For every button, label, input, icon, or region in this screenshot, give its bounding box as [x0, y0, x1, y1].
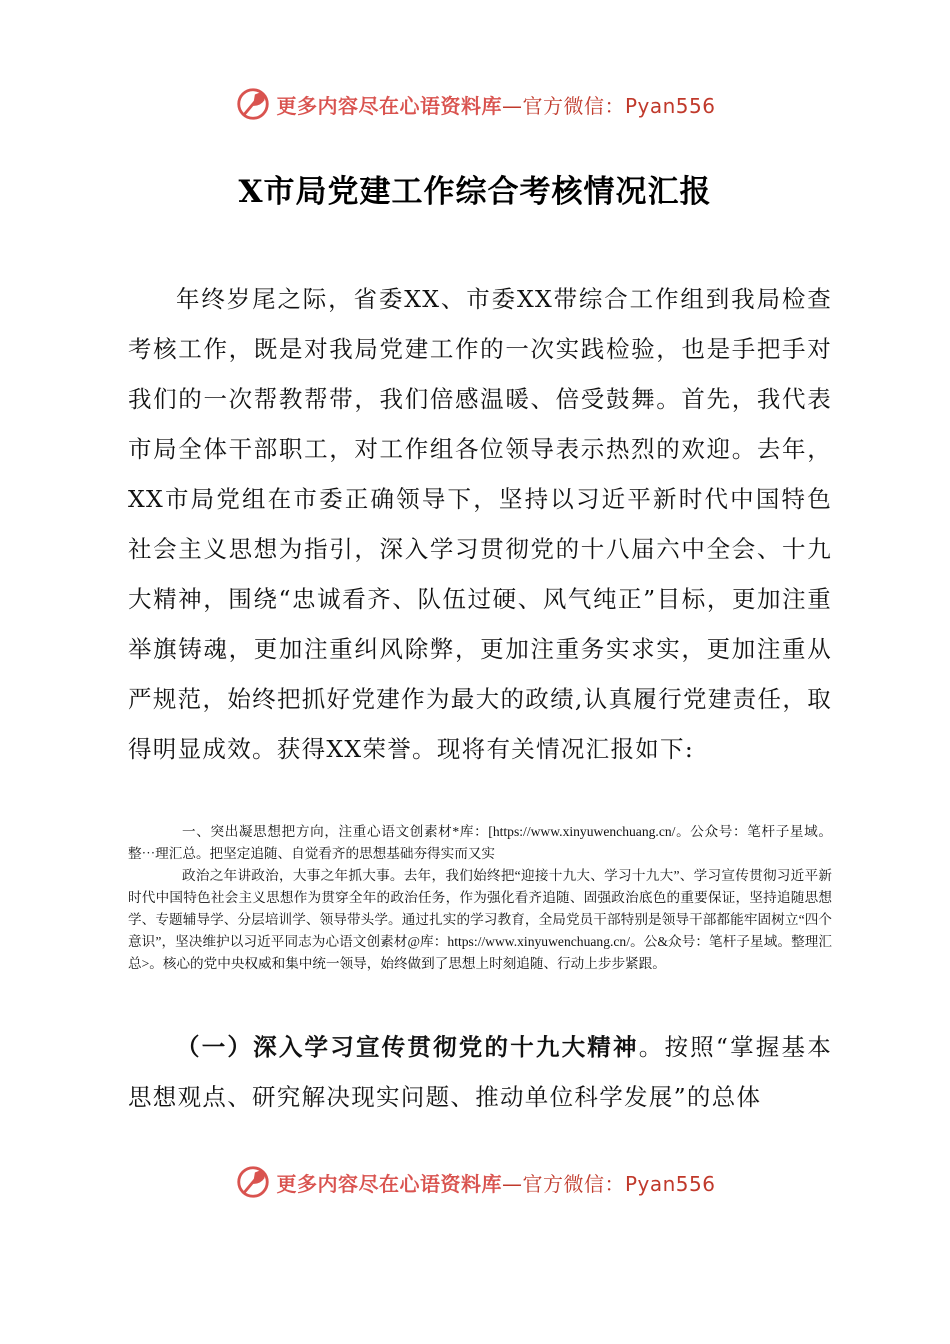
document-title: X市局党建工作综合考核情况汇报: [238, 174, 712, 210]
section-heading: （一）深入学习宣传贯彻党的十九大精神: [176, 1033, 639, 1061]
banner-main-text: 更多内容尽在心语资料库: [276, 93, 502, 118]
banner-wechat-text: —官方微信：Pyan556: [501, 93, 716, 118]
banner-text: [276, 90, 715, 119]
banner-main-text: 更多内容尽在心语资料库: [276, 1171, 502, 1196]
section-one-paragraph: [128, 1022, 832, 1122]
small-paragraph-2: 政治之年讲政治，大事之年抓大事。去年，我们始终把“迎接十九大、学习十九大”、学习宣传贯彻习近平新时代中国特色社会主义思想作为贯穿全年的政治任务，作为强化看齐追随、固强政治底色的重要保证，坚持追随思想学、专题辅导学、分层培训学、领导带头学。通过扎实的学习教育，全局党员干部特别是领导干部都能牢固树立“四个意识”，坚决维护以习近平同志为心语文创素材@库：https://www.xinyuwenchuang.cn/。公&众号：笔杆子星域。整理汇总>。核心的党中央权威和集中统一领导，始终做到了思想上时刻追随、行动上步步紧跟。: [128, 868, 832, 971]
header-banner: [0, 84, 950, 124]
section-text: 。按照“掌握基本思想观点、研究解决现实问题、推动单位科学发展”的总体: [128, 1033, 832, 1111]
quill-logo-icon: [234, 85, 272, 123]
intro-paragraph: 年终岁尾之际，省委XX、市委XX带综合工作组到我局检查考核工作，既是对我局党建工作的一次实践检验，也是手把手对我们的一次帮教帮带，我们倍感温暖、倍受鼓舞。首先，我代表市局全体干部职工，对工作组各位领导表示热烈的欢迎。去年，XX市局党组在市委正确领导下，坚持以习近平新时代中国特色社会主义思想为指引，深入学习贯彻党的十八届六中全会、十九大精神，围绕“忠诚看齐、队伍过硬、风气纯正”目标，更加注重举旗铸魂，更加注重纠风除弊，更加注重务实求实，更加注重从严规范，始终把抓好党建作为最大的政绩,认真履行党建责任，取得明显成效。获得XX荣誉。现将有关情况汇报如下:: [128, 285, 832, 763]
small-paragraph-1: 一、突出凝思想把方向，注重心语文创素材*库：[https://www.xinyuwenchuang.cn/。公众号：笔杆子星域。整⋯理汇总。把坚定追随、自觉看齐的思想基础夯得实而又实: [128, 824, 832, 861]
banner-text: [276, 1168, 715, 1197]
intro-section: [128, 274, 832, 774]
footer-banner: [0, 1162, 950, 1202]
section-one: [128, 1022, 832, 1122]
small-text-section: [128, 821, 832, 975]
quill-logo-icon: [234, 1163, 272, 1201]
banner-wechat-text: —官方微信：Pyan556: [501, 1171, 716, 1196]
